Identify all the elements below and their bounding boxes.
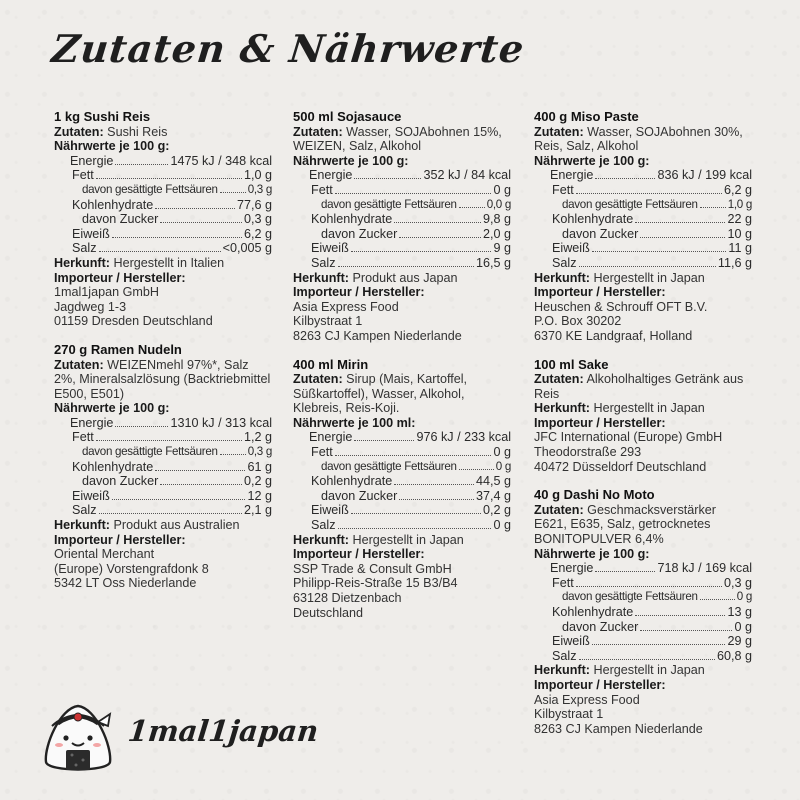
column-3 [534,110,752,750]
importer-label: Importeur / Hersteller: [534,677,666,692]
nutrition-row [534,576,752,591]
nutrition-row [293,212,511,227]
importer-label: Importeur / Hersteller: [534,285,666,300]
origin-text: Hergestellt in Japan [352,532,464,547]
dotted-leader [115,164,168,165]
onigiri-mascot-icon [38,700,118,778]
nutrient-value: 0 g [734,619,752,634]
nutrition-row [293,227,511,242]
ingredients-label: Zutaten: [54,357,104,372]
dotted-leader [155,208,235,209]
origin-text: Produkt aus Japan [352,270,458,285]
origin-label: Herkunft: [54,255,110,270]
nutrient-value: 0,3 g [247,445,272,459]
importer-label: Importeur / Hersteller: [54,532,186,547]
importer-address-line: Asia Express Food [534,692,640,707]
nutrient-name: davon Zucker [321,488,398,503]
dotted-leader [459,207,485,208]
nutrition-row [293,489,511,504]
nutrient-value: 976 kJ / 233 kcal [416,430,511,445]
nutrition-row [293,241,511,256]
nutrition-row [54,416,272,431]
ingredients-line [54,125,272,140]
importer-address-line: 40472 Düsseldorf Deutschland [534,459,707,474]
nutrient-name: Eiweiß [72,226,110,241]
ingredients-text: Wasser, SOJAbohnen 15%, WEIZEN, Salz, Alkohol [293,124,502,154]
importer-address-line: Philipp-Reis-Straße 15 B3/B4 [293,576,458,591]
nutrient-value: 10 g [727,226,752,241]
nutrient-value: <0,005 g [222,241,272,256]
nutrition-row [54,154,272,169]
nutrient-value: 60,8 g [716,648,752,663]
nutrient-name: Fett [552,575,574,590]
dotted-leader [635,222,725,223]
dotted-leader [160,484,242,485]
nutrient-name: Kohlenhydrate [552,212,634,227]
importer-label: Importeur / Hersteller: [54,270,186,285]
nutrient-value: 6,2 g [243,226,272,241]
product-block [293,110,511,344]
nutrient-value: 2,0 g [482,226,511,241]
nutrition-row [54,474,272,489]
origin-text: Hergestellt in Italien [113,255,225,270]
nutrition-heading: Nährwerte je 100 g: [534,546,650,561]
importer-address-line: SSP Trade & Consult GmbH [293,561,452,576]
product-block [293,358,511,621]
importer-address-line: Kilbystraat 1 [293,314,363,329]
nutrient-value: 6,2 g [723,182,752,197]
nutrient-name: Energie [70,415,114,430]
nutrition-row [54,460,272,475]
nutrient-name: Eiweiß [552,634,590,649]
product-name: 400 g Miso Paste [534,109,639,124]
nutrient-name: Energie [309,430,353,445]
nutrient-name: davon gesättigte Fettsäuren [562,197,698,211]
ingredients-text: Geschmacksverstärker E621, E635, Salz, getrocknetes BONITOPULVER 6,4% [534,502,716,547]
dotted-leader [99,513,242,514]
nutrition-row [293,256,511,271]
nutrient-value: 1,0 g [243,168,272,183]
origin-text: Produkt aus Australien [113,518,240,533]
nutrition-row [534,168,752,183]
dotted-leader [96,178,242,179]
nutrition-heading: Nährwerte je 100 g: [54,139,170,154]
dotted-leader [99,251,221,252]
nutrient-name: davon gesättigte Fettsäuren [82,182,218,196]
origin-line [534,663,752,678]
nutrition-row [54,430,272,445]
origin-label: Herkunft: [534,401,590,416]
origin-text: Hergestellt in Japan [593,270,705,285]
nutrition-row [54,227,272,242]
nutrient-name: davon Zucker [321,226,398,241]
product-block [534,358,752,475]
nutrient-name: Salz [72,241,97,256]
ingredients-label: Zutaten: [293,372,343,387]
nutrient-value: 37,4 g [475,488,511,503]
nutrient-value: 44,5 g [475,474,511,489]
nutrient-value: 12 g [247,488,272,503]
product-name: 100 ml Sake [534,356,609,372]
dotted-leader [635,615,725,616]
nutrient-name: Kohlenhydrate [311,212,393,227]
nutrient-name: Fett [311,445,333,460]
nutrient-value: 1310 kJ / 313 kcal [170,415,272,430]
ingredients-text: Sirup (Mais, Kartoffel, Süßkartoffel), Wasser, Alkohol, Klebreis, Reis-Koji. [293,372,468,416]
nutrition-row [534,649,752,664]
dotted-leader [160,222,242,223]
dotted-leader [112,499,246,500]
origin-text: Hergestellt in Japan [593,663,705,678]
dotted-leader [399,237,481,238]
nutrient-value: 0 g [493,182,511,197]
nutrient-value: 0 g [495,459,511,473]
nutrition-row [293,183,511,198]
dotted-leader [96,440,242,441]
importer-address-line: P.O. Box 30202 [534,314,622,329]
nutrition-row [54,183,272,198]
nutrition-row [54,489,272,504]
origin-label: Herkunft: [534,270,590,285]
nutrition-row [293,198,511,213]
nutrition-heading: Nährwerte je 100 g: [54,401,170,416]
nutrient-name: davon gesättigte Fettsäuren [321,197,457,211]
importer-address-line: Kilbystraat 1 [534,707,604,722]
nutrient-name: Kohlenhydrate [72,197,154,212]
nutrient-value: 9,8 g [482,212,511,227]
dotted-leader [595,571,655,572]
nutrition-heading: Nährwerte je 100 g: [293,153,409,168]
dotted-leader [115,426,168,427]
nutrient-value: 61 g [247,459,272,474]
nutrition-heading: Nährwerte je 100 ml: [293,415,416,430]
importer-address-line: 8263 CJ Kampen Niederlande [293,328,462,343]
product-block [534,488,752,736]
origin-line [54,256,272,271]
nutrition-row [293,445,511,460]
nutrient-value: 77,6 g [236,197,272,212]
dotted-leader [335,193,492,194]
nutrient-name: Eiweiß [311,503,349,518]
ingredients-label: Zutaten: [534,124,584,139]
importer-label: Importeur / Hersteller: [534,415,666,430]
nutrition-row [534,605,752,620]
importer-address-line: 1mal1japan GmbH [54,285,159,300]
nutrient-name: davon Zucker [562,619,639,634]
dotted-leader [576,586,722,587]
nutrient-value: 0,3 g [247,182,272,196]
nutrition-row [534,212,752,227]
origin-line [293,271,511,286]
nutrient-name: davon gesättigte Fettsäuren [321,459,457,473]
page-title: Zutaten & Nährwerte [49,26,527,71]
nutrient-name: davon Zucker [562,226,639,241]
importer-address-line: Deutschland [293,605,364,620]
nutrient-name: Salz [552,255,577,270]
dotted-leader [335,455,492,456]
nutrient-value: 0 g [493,445,511,460]
nutrition-row [293,474,511,489]
dotted-leader [576,193,722,194]
dotted-leader [700,599,735,600]
product-block [54,343,272,591]
importer-address-line: 63128 Dietzenbach [293,591,402,605]
dotted-leader [399,499,474,500]
nutrition-row [534,634,752,649]
nutrition-row [534,256,752,271]
dotted-leader [220,454,246,455]
nutrition-row [534,561,752,576]
dotted-leader [640,237,725,238]
origin-label: Herkunft: [534,663,590,678]
nutrition-row [534,227,752,242]
nutrient-name: davon gesättigte Fettsäuren [82,445,218,459]
nutrient-value: 29 g [727,634,752,649]
column-1 [54,110,272,605]
nutrition-row [293,460,511,475]
dotted-leader [595,178,655,179]
importer-address-line: Heuschen & Schrouff OFT B.V. [534,299,708,314]
nutrient-value: 9 g [493,241,511,256]
nutrient-name: Kohlenhydrate [311,474,393,489]
dotted-leader [155,470,245,471]
dotted-leader [579,266,716,267]
dotted-leader [592,644,726,645]
nutrient-name: Eiweiß [311,241,349,256]
origin-label: Herkunft: [293,270,349,285]
nutrient-name: Salz [311,518,336,533]
nutrition-row [534,590,752,605]
product-name: 500 ml Sojasauce [293,109,402,124]
nutrient-value: 0,0 g [486,197,511,211]
nutrient-value: 352 kJ / 84 kcal [423,168,511,183]
nutrient-name: Eiweiß [72,488,110,503]
nutrient-value: 0,2 g [243,474,272,489]
nutrient-name: Energie [550,168,594,183]
nutrient-value: 16,5 g [475,255,511,270]
nutrient-value: 0,2 g [482,503,511,518]
dotted-leader [394,484,474,485]
dotted-leader [640,630,732,631]
origin-line [293,533,511,548]
dotted-leader [354,178,421,179]
importer-address-line: Asia Express Food [293,299,399,314]
ingredients-text: Sushi Reis [107,124,168,139]
ingredients-line [54,358,272,402]
dotted-leader [351,251,492,252]
nutrition-row [293,430,511,445]
importer-address-line: 6370 KE Landgraaf, Holland [534,328,693,343]
nutrient-name: Energie [550,561,594,576]
importer-address-line: 8263 CJ Kampen Niederlande [534,721,703,736]
nutrient-name: Energie [309,168,353,183]
origin-line [534,401,752,416]
importer-address-line: 5342 LT Oss Niederlande [54,576,197,591]
nutrient-name: Kohlenhydrate [72,459,154,474]
importer-label: Importeur / Hersteller: [293,547,425,562]
nutrient-value: 1475 kJ / 348 kcal [170,153,272,168]
origin-label: Herkunft: [293,532,349,547]
nutrition-row [534,183,752,198]
ingredients-line [534,503,752,547]
nutrient-value: 0,3 g [243,212,272,227]
ingredients-label: Zutaten: [534,502,584,517]
origin-label: Herkunft: [54,518,110,533]
nutrition-heading: Nährwerte je 100 g: [534,153,650,168]
ingredients-line [534,125,752,154]
nutrition-row [54,212,272,227]
dotted-leader [459,469,494,470]
nutrient-name: davon Zucker [82,474,159,489]
nutrient-value: 836 kJ / 199 kcal [657,168,752,183]
dotted-leader [700,207,726,208]
nutrient-name: Eiweiß [552,241,590,256]
nutrient-value: 1,0 g [727,197,752,211]
ingredients-text: WEIZENmehl 97%*, Salz 2%, Mineralsalzlösung (Backtriebmittel E500, E501) [54,357,271,401]
nutrient-name: Energie [70,153,114,168]
nutrient-name: davon gesättigte Fettsäuren [562,590,698,604]
nutrient-name: Salz [311,255,336,270]
nutrient-name: Salz [552,648,577,663]
importer-label: Importeur / Hersteller: [293,285,425,300]
ingredients-label: Zutaten: [534,372,584,387]
dotted-leader [394,222,481,223]
importer-address-line: Theodorstraße 293 [534,445,642,460]
nutrition-row [534,241,752,256]
ingredients-label: Zutaten: [293,124,343,139]
nutrient-name: Fett [311,182,333,197]
ingredients-line [293,125,511,154]
brand-name: 1mal1japan [126,714,321,748]
nutrient-name: Salz [72,503,97,518]
product-block [534,110,752,344]
nutrition-row [293,168,511,183]
nutrient-value: 13 g [727,605,752,619]
nutrient-value: 1,2 g [243,430,272,445]
nutrient-value: 0 g [736,590,752,604]
product-name: 270 g Ramen Nudeln [54,341,182,357]
nutrient-name: Kohlenhydrate [552,605,634,619]
dotted-leader [112,237,242,238]
product-name: 1 kg Sushi Reis [54,109,151,124]
importer-address-line: Oriental Merchant [54,547,155,562]
nutrition-row [293,518,511,533]
nutrition-row [54,241,272,256]
dotted-leader [338,266,474,267]
dotted-leader [351,513,481,514]
importer-address-line: (Europe) Vorstengrafdonk 8 [54,561,209,576]
nutrition-row [293,503,511,518]
nutrient-value: 0,3 g [723,575,752,590]
dotted-leader [220,192,246,193]
nutrition-row [54,503,272,518]
ingredients-label: Zutaten: [54,124,104,139]
nutrient-value: 2,1 g [243,503,272,518]
nutrient-value: 718 kJ / 169 kcal [657,561,752,576]
nutrition-row [534,620,752,635]
product-name: 40 g Dashi No Moto [534,487,655,503]
dotted-leader [338,528,492,529]
dotted-leader [354,440,414,441]
column-2 [293,110,511,634]
nutrition-row [54,445,272,460]
nutrient-value: 0 g [493,518,511,533]
nutrient-name: Fett [72,430,94,445]
nutrition-row [54,198,272,213]
ingredients-line [534,372,752,401]
importer-address-line: 01159 Dresden Deutschland [54,314,213,329]
product-name: 400 ml Mirin [293,356,369,372]
product-block [54,110,272,329]
nutrient-value: 11 g [728,241,752,256]
origin-line [54,518,272,533]
ingredients-line [293,372,511,416]
origin-line [534,271,752,286]
nutrient-name: Fett [72,168,94,183]
nutrition-row [54,168,272,183]
ingredients-text: Wasser, SOJAbohnen 30%, Reis, Salz, Alkohol [534,124,743,154]
dotted-leader [579,659,715,660]
importer-address-line: JFC International (Europe) GmbH [534,430,723,445]
origin-text: Hergestellt in Japan [593,401,705,416]
nutrient-name: davon Zucker [82,212,159,227]
importer-address-line: Jagdweg 1-3 [54,299,127,314]
nutrient-value: 11,6 g [717,255,752,270]
nutrition-row [534,198,752,213]
ingredients-text: Alkoholhaltiges Getränk aus Reis [534,372,744,401]
dotted-leader [592,251,727,252]
nutrient-value: 22 g [727,212,752,227]
nutrient-name: Fett [552,182,574,197]
